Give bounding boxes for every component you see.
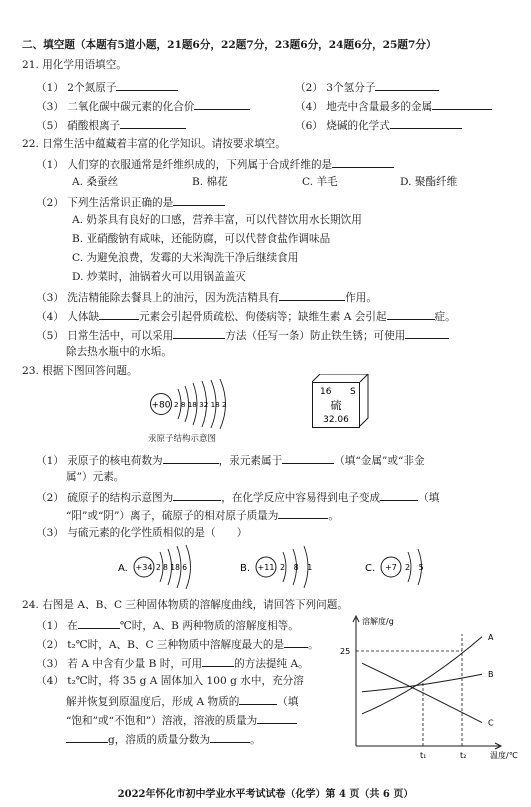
answer-blank[interactable] xyxy=(120,117,186,129)
q21-item-4: （4） 地壳中含量最多的金属 xyxy=(295,98,492,114)
answer-blank[interactable] xyxy=(332,156,394,168)
q24-part-4-line-3: “饱和”或“不饱和”）溶液，溶液的质量为 xyxy=(66,712,297,728)
answer-blank[interactable] xyxy=(405,327,449,339)
q23-part-2: （2） 硫原子的结构示意图为 ，在化学反应中容易得到电子变成 （填 xyxy=(36,489,439,505)
q22-part-3: （3） 洗洁精能除去餐具上的油污，因为洗洁精具有 作用。 xyxy=(36,289,377,305)
option-a-atom xyxy=(118,540,208,594)
q24-stem: 24. 右图是 A、B、C 三种固体物质的溶解度曲线，请回答下列问题。 xyxy=(22,599,348,611)
solubility-chart xyxy=(332,612,522,760)
section-note: （本题有5道小题，21题6分，22题7分，23题6分，24题6分，25题7分） xyxy=(74,39,437,51)
y-tick-label: 25 xyxy=(340,647,351,656)
q23-part-3: （3） 与硫元素的化学性质相似的是（ ） xyxy=(36,527,248,539)
series-label-c: C xyxy=(488,718,494,728)
q22-part-4: （4） 人体缺 元素会引起骨质疏松、佝偻病等；缺维生素 A 会引起 症。 xyxy=(36,308,456,324)
answer-blank[interactable] xyxy=(173,489,221,501)
q22-p2-option-d: D. 炒菜时，油锅着火可以用锅盖盖灭 xyxy=(72,271,246,283)
electron-counts: 2 8 1 xyxy=(280,563,316,572)
q24-part-3: （3） 若 A 中含有少量 B 时，可用 的方法提纯 A。 xyxy=(36,655,309,671)
nucleus-charge: +34 xyxy=(135,563,153,572)
answer-blank[interactable] xyxy=(99,308,139,320)
electron-counts: 2 8 18 6 xyxy=(156,563,188,572)
q22-p1-option-a: A. 桑蚕丝 xyxy=(72,176,119,188)
q22-p1-option-c: C. 羊毛 xyxy=(302,176,338,188)
sulfur-mass: 32.06 xyxy=(323,415,349,425)
q21-item-3: （3） 二氧化碳中碳元素的化合价 xyxy=(36,98,250,114)
nucleus-charge: +80 xyxy=(151,400,171,411)
answer-blank[interactable] xyxy=(163,452,219,464)
option-c-atom xyxy=(365,540,435,594)
option-label: C. xyxy=(365,563,376,574)
answer-blank[interactable] xyxy=(432,98,492,110)
option-label: B. xyxy=(240,563,251,574)
q21-stem: 21. 用化学用语填空。 xyxy=(22,59,127,71)
x-tick-label-t2: t₂ xyxy=(460,751,467,760)
answer-blank[interactable] xyxy=(202,655,234,667)
page-footer: 2022年怀化市初中学业水平考试试卷（化学）第 4 页（共 6 页） xyxy=(117,789,414,800)
option-label: A. xyxy=(118,563,128,574)
q21-item-1: （1） 2个氮原子 xyxy=(36,79,178,95)
section-header xyxy=(22,38,437,52)
sulfur-name: 硫 xyxy=(330,399,342,412)
q22-part-1: （1） 人们穿的衣服通常是纤维织成的，下列属于合成纤维的是 xyxy=(36,156,394,172)
answer-blank[interactable] xyxy=(210,731,250,743)
answer-blank[interactable] xyxy=(278,507,328,519)
q21-item-6: （6） 烧碱的化学式 xyxy=(295,117,462,133)
nucleus-charge: +11 xyxy=(257,563,275,572)
q22-p2-option-c: C. 为避免浪费，发霉的大米淘洗干净后继续食用 xyxy=(72,252,299,264)
sulfur-atomic-number: 16 xyxy=(320,387,332,397)
answer-blank[interactable] xyxy=(390,117,462,129)
x-tick-label-t1: t₁ xyxy=(420,751,427,760)
answer-blank[interactable] xyxy=(173,194,225,206)
q22-stem: 22. 日常生活中蕴藏着丰富的化学知识。请按要求填空。 xyxy=(22,138,286,150)
curve-c xyxy=(362,663,482,722)
sulfur-card-3d xyxy=(312,374,372,434)
electron-counts: 2 5 xyxy=(405,563,427,572)
sulfur-symbol: S xyxy=(350,387,356,397)
curve-a xyxy=(362,637,482,714)
electron-counts: 2 8 18 32 18 2 xyxy=(174,400,227,409)
answer-blank[interactable] xyxy=(387,308,435,320)
q22-part-5: （5） 日常生活中，可以采用 方法（任写一条）防止铁生锈；可使用 xyxy=(36,327,449,343)
q24-part-1: （1） 在 ℃时，A、B 两种物质的溶解度相等。 xyxy=(36,617,299,633)
answer-blank[interactable] xyxy=(116,79,178,91)
q21-item-2: （2） 3个氢分子 xyxy=(295,79,439,95)
q22-p1-option-d: D. 聚酯纤维 xyxy=(400,176,458,188)
q21-item-5: （5） 硝酸根离子 xyxy=(36,117,186,133)
q22-part-5-cont: 除去热水瓶中的水垢。 xyxy=(66,346,172,358)
mercury-atom-diagram xyxy=(148,374,248,434)
q23-part-2-cont: “阳”或“阴”）离子，硫原子的相对原子质量为 。 xyxy=(66,507,339,523)
q24-part-4-line-4: g，溶质的质量分数为 。 xyxy=(66,731,261,747)
q22-p1-option-b: B. 棉花 xyxy=(192,176,228,188)
curve-b xyxy=(362,674,482,692)
q24-part-4-line-2: 解并恢复到原温度后，形成 A 物质的 （填 xyxy=(66,693,298,709)
answer-blank[interactable] xyxy=(78,617,120,629)
answer-blank[interactable] xyxy=(194,98,250,110)
y-axis-label: 溶解度/g xyxy=(362,617,394,626)
q22-part-2: （2） 下列生活常识正确的是 xyxy=(36,194,225,210)
option-b-atom xyxy=(240,540,320,594)
q23-part-1: （1） 汞原子的核电荷数为 ，汞元素属于 （填“金属”或“非金 xyxy=(36,452,425,468)
series-label-a: A xyxy=(488,632,494,642)
q24-part-4: （4） t₂℃时，将 35 g A 固体加入 100 g 水中，充分溶 xyxy=(36,675,304,687)
series-label-b: B xyxy=(488,670,494,680)
answer-blank[interactable] xyxy=(380,489,418,501)
answer-blank[interactable] xyxy=(279,289,345,301)
q23-stem: 23. 根据下图回答问题。 xyxy=(22,365,138,377)
x-axis-label: 温度/℃ xyxy=(490,751,518,760)
answer-blank[interactable] xyxy=(284,636,308,648)
q22-p2-option-a: A. 奶茶具有良好的口感，营养丰富，可以代替饮用水长期饮用 xyxy=(72,214,362,226)
answer-blank[interactable] xyxy=(239,693,277,705)
q22-p2-option-b: B. 亚硝酸钠有咸味，还能防腐，可以代替食盐作调味品 xyxy=(72,233,331,245)
answer-blank[interactable] xyxy=(375,79,439,91)
q23-part-1-cont: 属”）元素。 xyxy=(66,471,125,483)
answer-blank[interactable] xyxy=(173,327,225,339)
section-title: 二、填空题 xyxy=(22,39,75,51)
answer-blank[interactable] xyxy=(257,712,297,724)
q24-part-2: （2） t₂℃时，A、B、C 三种物质中溶解度最大的是 。 xyxy=(36,636,319,652)
answer-blank[interactable] xyxy=(282,452,334,464)
mercury-caption: 汞原子结构示意图 xyxy=(148,434,217,444)
answer-blank[interactable] xyxy=(66,731,108,743)
nucleus-charge: +7 xyxy=(385,563,397,572)
